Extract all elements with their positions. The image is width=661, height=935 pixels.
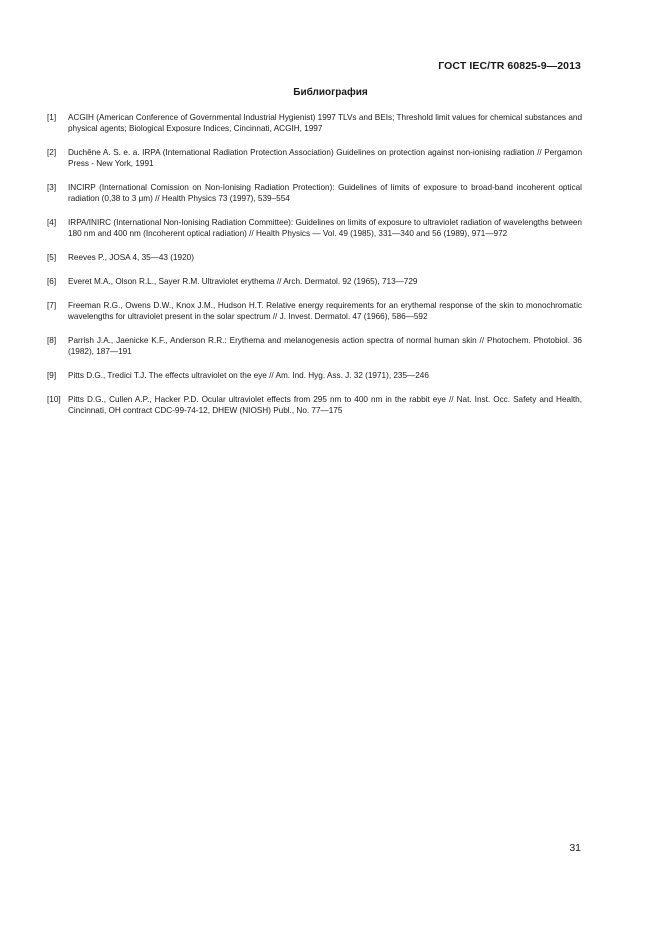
reference-number: [3] [47,183,57,192]
reference-number: [2] [47,148,57,157]
reference-text: Everet M.A., Olson R.L., Sayer R.M. Ultraviolet erythema // Arch. Dermatol. 92 (1965), 713—729 [68,277,418,286]
reference-number: [1] [47,113,57,122]
reference-list [47,112,582,429]
reference-item [47,147,582,169]
page-number: 31 [569,842,581,854]
reference-item [47,394,582,416]
reference-number: [7] [47,301,57,310]
reference-number: [8] [47,336,57,345]
reference-text: IRPA/INIRC (International Non-Ionising Radiation Committee): Guidelines on limits of exposure to ultraviolet radiation of wavelengths between 180 nm and 400 nm (Incoherent optical radiation) // Health Physics — Vol. 49 (1985), 331—340 and 56 (1989), 971—972 [68,218,582,238]
reference-text: ACGIH (American Conference of Governmental Industrial Hygienist) 1997 TLVs and BEIs; Threshold limit values for chemical substances and physical agents; Biological Exposure Indices, Cincinnati, ACGIH, 1997 [68,113,582,133]
reference-text: Pitts D.G., Cullen A.P., Hacker P.D. Ocular ultraviolet effects from 295 nm to 400 nm in the rabbit eye // Nat. Inst. Occ. Safety and Health, Cincinnati, OH contract CDC-99-74-12, DHEW (NIOSH) Publ., No. 77—175 [68,395,582,415]
reference-item [47,276,582,287]
reference-item [47,217,582,239]
reference-item [47,335,582,357]
reference-number: [4] [47,218,57,227]
reference-item [47,370,582,381]
reference-item [47,182,582,204]
reference-text: Freeman R.G., Owens D.W., Knox J.M., Hudson H.T. Relative energy requirements for an erythemal response of the skin to monochromatic wavelengths for ultraviolet present in the solar spectrum // J. Invest. Dermatol. 47 (1966), 586—592 [68,301,582,321]
reference-item [47,112,582,134]
reference-number: [6] [47,277,57,286]
reference-text: Pitts D.G., Tredici T.J. The effects ultraviolet on the eye // Am. Ind. Hyg. Ass. J. 32 (1971), 235—246 [68,371,429,380]
reference-item [47,252,582,263]
standard-designation: ГОСТ IEC/TR 60825-9—2013 [438,60,581,72]
reference-item [47,300,582,322]
reference-text: INCIRP (International Comission on Non-Ionising Radiation Protection): Guidelines of limits of exposure to broad-band incoherent optical radiation (0,38 to 3 μm) // Health Physics 73 (1997), 539–554 [68,183,582,203]
reference-text: Reeves P., JOSA 4, 35—43 (1920) [68,253,194,262]
reference-number: [10] [47,395,61,404]
reference-text: Duchêne A. S. e. a. IRPA (International Radiation Protection Association) Guidelines on protection against non-ionising radiation // Pergamon Press - New York, 1991 [68,148,582,168]
bibliography-title: Библиография [293,87,368,98]
reference-number: [9] [47,371,57,380]
reference-number: [5] [47,253,57,262]
reference-text: Parrish J.A., Jaenicke K.F., Anderson R.R.: Erythema and melanogenesis action spectra of normal human skin // Photochem. Photobiol. 36 (1982), 187—191 [68,336,582,356]
